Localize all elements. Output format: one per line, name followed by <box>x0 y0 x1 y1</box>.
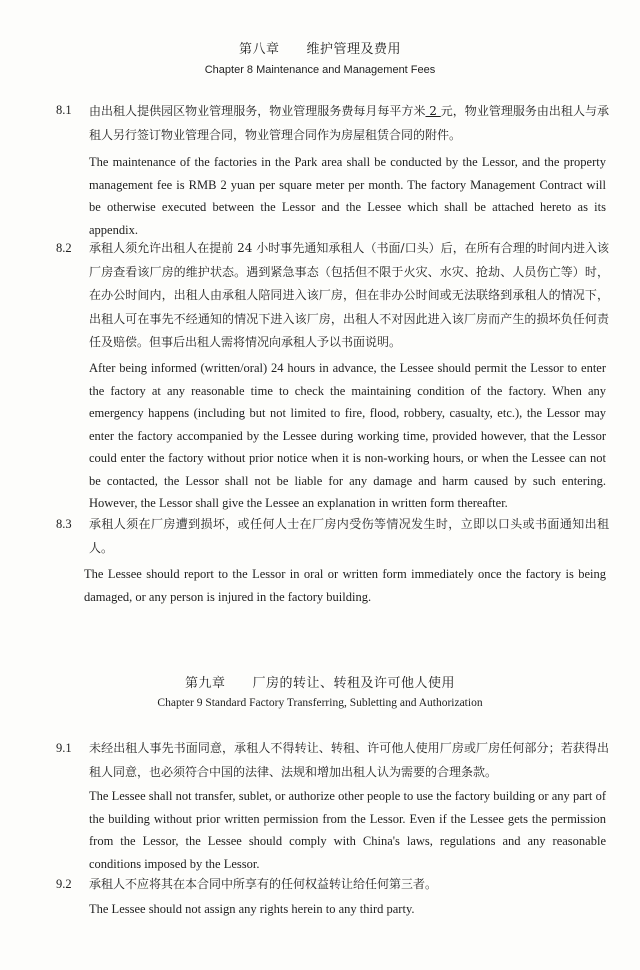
section-8-1-zh <box>89 100 609 147</box>
section-9-1-zh: 未经出租人事先书面同意，承租人不得转让、转租、许可他人使用厂房或厂房任何部分；若获得出租人同意，也必须符合中国的法律、法规和增加出租人认为需要的合理条款。 <box>89 741 609 779</box>
section-8-3-en: The Lessee should report to the Lessor in oral or written form immediately once the factory is being damaged, or any person is injured in the factory building. <box>84 567 606 604</box>
chapter-9-title-en: Chapter 9 Standard Factory Transferring, Subletting and Authorization <box>157 697 483 709</box>
section-8-2-en: After being informed (written/oral) 24 hours in advance, the Lessee should permit the Lessor to enter the factory at any reasonable time to check the maintaining condition of the factory. When any emergency happens (including but not limited to fire, flood, robbery, casualty, etc.), the Lessor may enter the factory accompanied by the Lessee during working time, provided however, that the Lessor could enter the factory without prior notice when it is non-working hours, or when the Lessee can not be contacted, the Lessor shall not be liable for any damage and harm caused by such entering. However, the Lessor shall give the Lessee an explanation in written form thereafter. <box>89 361 606 510</box>
section-number: 8.3 <box>56 517 72 531</box>
section-9-2-zh: 承租人不应将其在本合同中所享有的任何权益转让给任何第三者。 <box>89 877 438 891</box>
fee-amount: 2 <box>425 104 441 118</box>
section-8-2-zh: 承租人须允许出租人在提前 24 小时事先通知承租人（书面/口头）后，在所有合理的时间内进入该厂房查看该厂房的维护状态。遇到紧急事态（包括但不限于火灾、水灾、抢劫、人员伤亡等）时，在办公时间内，出租人由承租人陪同进入该厂房，但在非办公时间或无法联络到承租人的情况下，出租人可在事先不经通知的情况下进入该厂房，出租人不对因此进入该厂房而产生的损坏负任何责任及赔偿。但事后出租人需将情况向承租人予以书面说明。 <box>89 241 609 349</box>
section-number: 9.1 <box>56 741 72 755</box>
section-9-1-en: The Lessee shall not transfer, sublet, or authorize other people to use the factory building or any part of the building without prior written permission from the Lessor. Even if the Lessee gets the permission from the Lessor, the Lessee should comply with China's laws, regulations and any reasonable conditions imposed by the Lessor. <box>89 789 606 871</box>
text-span: 由出租人提供园区物业管理服务，物业管理服务费每月每平方米 <box>89 104 426 118</box>
section-8-3-zh: 承租人须在厂房遭到损坏，或任何人士在厂房内受伤等情况发生时，立即以口头或书面通知出租人。 <box>89 517 609 555</box>
chapter-9-title-zh: 第九章 厂房的转让、转租及许可他人使用 <box>184 676 455 691</box>
section-number: 9.2 <box>56 877 72 891</box>
text-span: 元，物业管理服务由出租人与承租人另行签订物业管理合同，物业管理合同作为房屋租赁合同的附件。 <box>89 104 609 142</box>
section-9-2-en: The Lessee should not assign any rights herein to any third party. <box>89 902 415 916</box>
section-number: 8.1 <box>56 103 72 117</box>
section-8-1-en: The maintenance of the factories in the Park area shall be conducted by the Lessor, and the property management fee is RMB 2 yuan per square meter per month. The factory Management Contract will be otherwise executed between the Lessor and the Lessee which shall be attached hereto as its appendix. <box>89 155 606 237</box>
chapter-8-title-zh: 第八章 维护管理及费用 <box>238 42 401 57</box>
chapter-8-title-en: Chapter 8 Maintenance and Management Fees <box>204 64 436 76</box>
section-number: 8.2 <box>56 241 72 255</box>
